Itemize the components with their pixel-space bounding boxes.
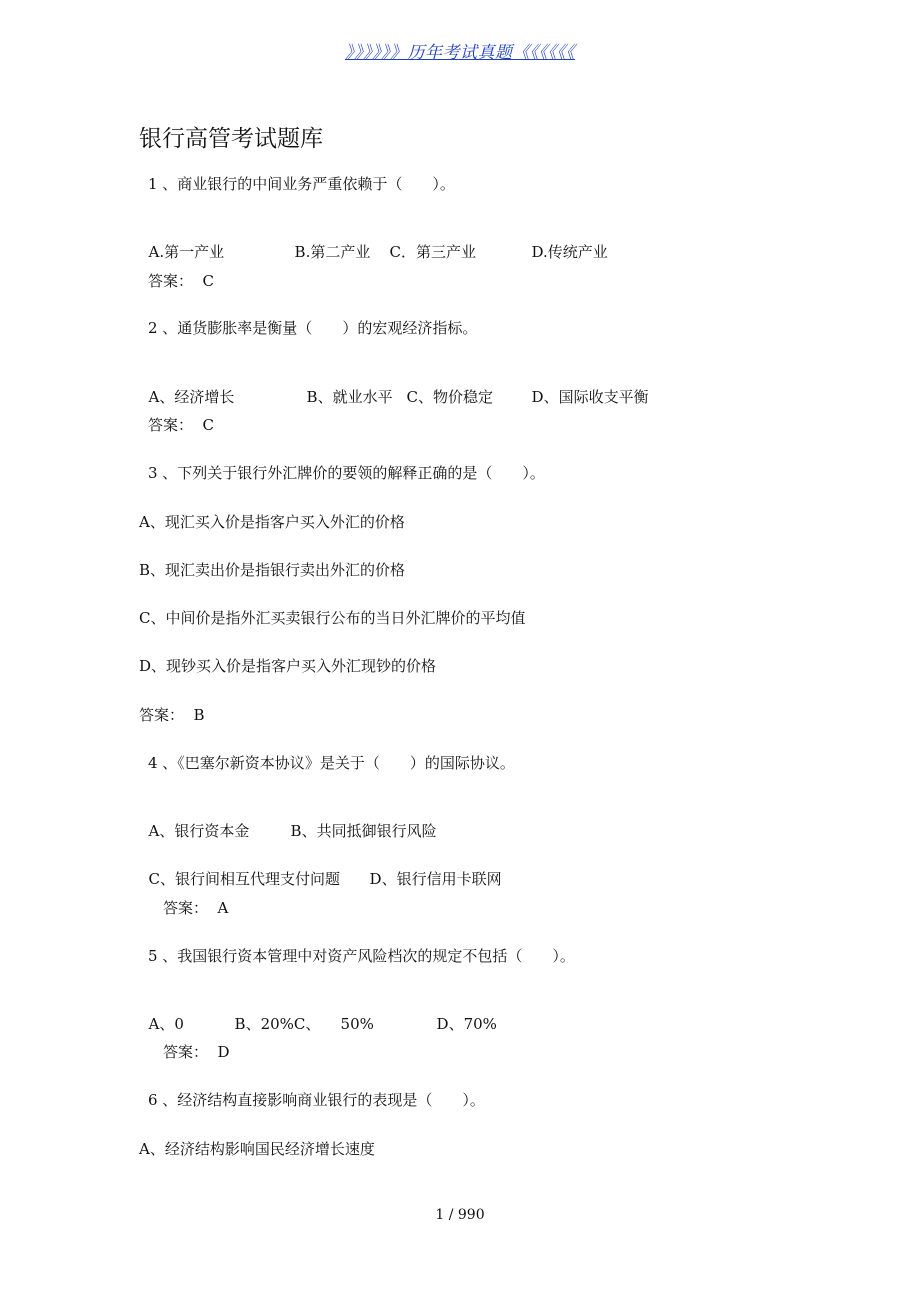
question-4-options-ab xyxy=(139,801,437,841)
question-1-option-c: C．第三产业 xyxy=(389,243,477,261)
question-5-option-d: D、70% xyxy=(436,1015,497,1033)
page-number: 1 / 990 xyxy=(435,1207,485,1223)
question-2-option-d: D、国际收支平衡 xyxy=(531,388,649,406)
question-6-option-a: A、经济结构影响国民经济增长速度 xyxy=(139,1140,375,1158)
question-5-option-a: A、0 xyxy=(148,1015,184,1033)
question-4-option-a: A、银行资本金 xyxy=(148,822,250,840)
question-2-option-a: A、经济增长 xyxy=(148,388,235,406)
question-4-option-d: D、银行信用卡联网 xyxy=(369,870,502,888)
question-5-answer: 答案： D xyxy=(163,1043,230,1061)
question-6-stem: 6 、经济结构直接影响商业银行的表现是（ ）。 xyxy=(148,1091,485,1109)
question-3-stem: 3 、下列关于银行外汇牌价的要领的解释正确的是（ ）。 xyxy=(148,464,545,482)
question-1-option-b: B.第二产业 xyxy=(294,243,371,261)
question-4-stem: 4 、《巴塞尔新资本协议》是关于（ ）的国际协议。 xyxy=(148,754,515,772)
question-1-options xyxy=(139,222,608,262)
question-4-answer: 答案： A xyxy=(163,899,229,917)
question-4-option-b: B、共同抵御银行风险 xyxy=(290,822,437,840)
question-1-stem: 1 、商业银行的中间业务严重依赖于（ ）。 xyxy=(148,175,455,193)
question-2-option-b: B、就业水平 xyxy=(306,388,393,406)
question-5-option-bc: B、20%C、 xyxy=(234,1015,321,1033)
question-3-option-d: D、现钞买入价是指客户买入外汇现钞的价格 xyxy=(139,657,437,675)
question-5-stem: 5 、我国银行资本管理中对资产风险档次的规定不包括（ ）。 xyxy=(148,947,575,965)
question-1-option-a: A.第一产业 xyxy=(148,243,225,261)
document-title: 银行高管考试题库 xyxy=(139,126,323,152)
question-4-options-cd xyxy=(139,849,502,889)
question-2-option-c: C、物价稳定 xyxy=(406,388,494,406)
question-1-option-d: D.传统产业 xyxy=(531,243,608,261)
question-1-answer: 答案： C xyxy=(148,272,215,290)
question-2-answer: 答案： C xyxy=(148,416,215,434)
question-3-answer: 答案： B xyxy=(139,706,205,724)
question-3-option-c: C、中间价是指外汇买卖银行公布的当日外汇牌价的平均值 xyxy=(139,609,526,627)
question-3-option-a: A、现汇买入价是指客户买入外汇的价格 xyxy=(139,513,405,531)
question-2-stem: 2 、通货膨胀率是衡量（ ）的宏观经济指标。 xyxy=(148,319,478,337)
question-5-option-c-value: 50% xyxy=(340,1015,374,1033)
page-header-link[interactable]: 》》》》》》历年考试真题《《《《《《 xyxy=(345,43,575,63)
question-2-options xyxy=(139,367,649,407)
question-5-options xyxy=(139,994,497,1034)
question-3-option-b: B、现汇卖出价是指银行卖出外汇的价格 xyxy=(139,561,406,579)
question-4-option-c: C、银行间相互代理支付问题 xyxy=(148,870,341,888)
